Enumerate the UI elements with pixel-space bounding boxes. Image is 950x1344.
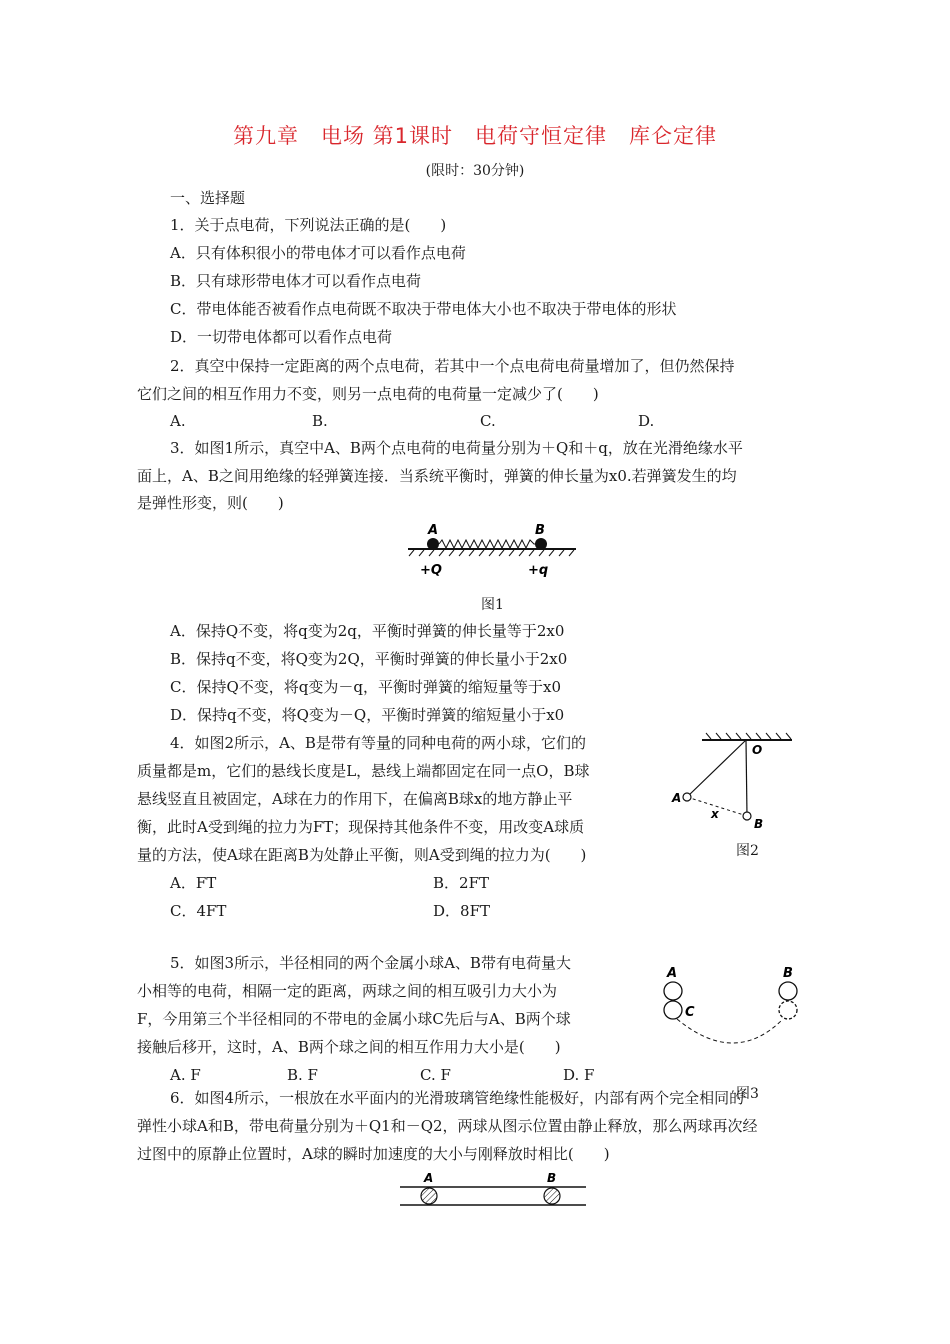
fig3-ball-c xyxy=(664,1001,682,1019)
figure-3 xyxy=(655,962,805,1052)
q5-option-a: A. F xyxy=(170,1066,201,1084)
q4-option-d: D．8FT xyxy=(433,902,490,920)
figure-1 xyxy=(404,522,584,582)
fig2-ceiling-hatching xyxy=(706,733,791,739)
q1-stem: 1．关于点电荷，下列说法正确的是( ) xyxy=(170,216,447,234)
section-heading: 一、选择题 xyxy=(170,189,246,207)
q1-option-c: C．带电体能否被看作点电荷既不取决于带电体大小也不取决于带电体的形状 xyxy=(170,300,677,318)
fig1-label-a: A xyxy=(428,523,439,538)
q4-line-5: 量的方法，使A球在距离B为处静止平衡，则A受到绳的拉力为( ) xyxy=(137,846,587,864)
q5-line-2: 小相等的电荷，相隔一定的距离，两球之间的相互吸引力大小为 xyxy=(137,982,558,1000)
q3-option-d: D．保持q不变，将Q变为－Q，平衡时弹簧的缩短量小于x0 xyxy=(170,706,565,724)
q5-line-1: 5．如图3所示，半径相同的两个金属小球A、B带有电荷量大 xyxy=(170,954,571,972)
fig2-label-b: B xyxy=(754,817,764,831)
fig1-caption: 图1 xyxy=(481,597,504,613)
q5-line-3: F，今用第三个半径相同的不带电的金属小球C先后与A、B两个球 xyxy=(137,1010,571,1028)
fig1-charge-b: +q xyxy=(528,563,549,578)
fig2-string-a xyxy=(687,740,746,797)
q5-option-d: D. F xyxy=(563,1066,595,1084)
q4-option-a: A．FT xyxy=(170,874,217,892)
fig2-label-x: x xyxy=(711,807,719,821)
q6-line-2: 弹性小球A和B，带电荷量分别为＋Q1和－Q2，两球从图示位置由静止释放，那么两球再次经 xyxy=(137,1117,758,1135)
fig4-label-a: A xyxy=(424,1171,434,1185)
fig3-label-b: B xyxy=(783,966,793,981)
fig1-label-b: B xyxy=(535,523,545,538)
q2-option-b: B. xyxy=(312,412,328,430)
q4-line-4: 衡，此时A受到绳的拉力为FT；现保持其他条件不变，用改变A球质 xyxy=(137,818,585,836)
fig1-charge-a: +Q xyxy=(420,563,442,578)
q3-line-3: 是弹性形变，则( ) xyxy=(137,494,284,512)
q3-option-a: A．保持Q不变，将q变为2q，平衡时弹簧的伸长量等于2x0 xyxy=(170,622,565,640)
q1-option-d: D．一切带电体都可以看作点电荷 xyxy=(170,328,393,346)
figure-2 xyxy=(672,730,792,830)
q4-line-2: 质量都是m，它们的悬线长度是L，悬线上端都固定在同一点O，B球 xyxy=(137,762,590,780)
q3-option-c: C．保持Q不变，将q变为－q，平衡时弹簧的缩短量等于x0 xyxy=(170,678,561,696)
q2-line-2: 它们之间的相互作用力不变，则另一点电荷的电荷量一定减少了( ) xyxy=(137,385,599,403)
fig4-ball-b xyxy=(544,1188,560,1204)
q1-option-a: A．只有体积很小的带电体才可以看作点电荷 xyxy=(170,244,466,262)
fig1-ball-a xyxy=(427,538,439,550)
q2-option-a: A. xyxy=(170,412,186,430)
fig1-spring xyxy=(439,540,538,548)
q5-line-4: 接触后移开，这时，A、B两个球之间的相互作用力大小是( ) xyxy=(137,1038,561,1056)
q6-line-3: 过图中的原静止位置时，A球的瞬时加速度的大小与刚释放时相比( ) xyxy=(137,1145,610,1163)
fig2-label-o: O xyxy=(752,743,763,757)
q2-line-1: 2．真空中保持一定距离的两个点电荷，若其中一个点电荷电荷量增加了，但仍然保持 xyxy=(170,357,735,375)
q5-option-b: B. F xyxy=(287,1066,318,1084)
q4-option-b: B．2FT xyxy=(433,874,489,892)
figure-4 xyxy=(396,1170,596,1212)
fig2-string-b xyxy=(746,740,747,816)
fig2-ball-a xyxy=(683,793,691,801)
fig2-ball-b xyxy=(743,812,751,820)
fig1-ball-b xyxy=(535,538,547,550)
time-limit: (限时：30分钟) xyxy=(425,163,525,179)
fig3-caption: 图3 xyxy=(736,1086,759,1102)
q3-line-2: 面上，A、B之间用绝缘的轻弹簧连接．当系统平衡时，弹簧的伸长量为x0.若弹簧发生的均 xyxy=(137,467,737,485)
q2-option-d: D. xyxy=(638,412,655,430)
q4-option-c: C．4FT xyxy=(170,902,227,920)
q3-line-1: 3．如图1所示，真空中A、B两个点电荷的电荷量分别为＋Q和＋q，放在光滑绝缘水平 xyxy=(170,439,743,457)
fig3-label-c: C xyxy=(685,1005,695,1020)
q5-option-c: C. F xyxy=(420,1066,451,1084)
fig4-label-b: B xyxy=(547,1171,557,1185)
q4-line-3: 悬线竖直且被固定，A球在力的作用下，在偏离B球x的地方静止平 xyxy=(137,790,573,808)
fig4-ball-a xyxy=(421,1188,437,1204)
fig3-ball-c-moved xyxy=(779,1001,797,1019)
q3-option-b: B．保持q不变，将Q变为2Q，平衡时弹簧的伸长量小于2x0 xyxy=(170,650,568,668)
page-title: 第九章 电场 第1课时 电荷守恒定律 库仑定律 xyxy=(232,124,718,148)
q1-option-b: B．只有球形带电体才可以看作点电荷 xyxy=(170,272,422,290)
fig1-ground-hatching xyxy=(409,550,574,556)
fig3-ball-a xyxy=(664,982,682,1000)
fig3-ball-b xyxy=(779,982,797,1000)
q4-line-1: 4．如图2所示，A、B是带有等量的同种电荷的两小球，它们的 xyxy=(170,734,586,752)
fig3-label-a: A xyxy=(667,966,678,981)
fig2-caption: 图2 xyxy=(736,843,759,859)
q2-option-c: C. xyxy=(480,412,496,430)
fig2-label-a: A xyxy=(672,791,682,805)
q6-line-1: 6．如图4所示，一根放在水平面内的光滑玻璃管绝缘性能极好，内部有两个完全相同的 xyxy=(170,1089,745,1107)
fig3-path xyxy=(677,1019,783,1043)
